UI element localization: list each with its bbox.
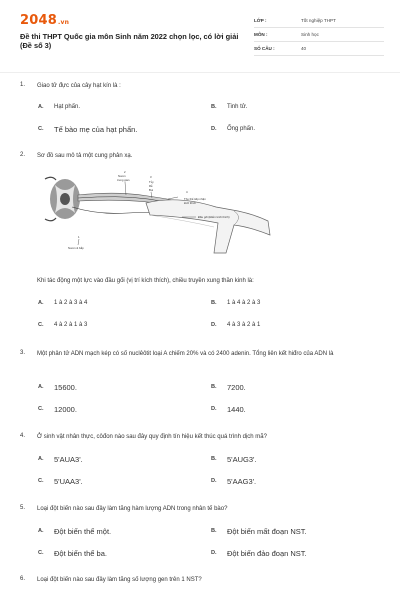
spinal-cord-shape: [45, 177, 80, 221]
option-text: 5'AAG3'.: [227, 476, 257, 486]
option-text: 1440.: [227, 404, 246, 414]
diagram-label-3b: Rễ: [149, 184, 153, 188]
option-letter: A.: [38, 528, 44, 534]
diagram-label-receptor: Thụ thể tiếp nhận: [184, 197, 206, 201]
option-text: Đột biến mất đoạn NST.: [227, 526, 307, 536]
question-text: Ở sinh vật nhân thực, côđon nào sau đây quy định tín hiệu kết thúc quá trình dịch mã?: [37, 434, 267, 440]
site-logo[interactable]: [20, 13, 69, 28]
diagram-label-nerve2: trung gian: [117, 178, 130, 182]
option-letter: A.: [38, 300, 44, 306]
question-text: Giao tử đực của cây hạt kín là :: [37, 83, 121, 89]
option-text: 15600.: [54, 382, 77, 392]
meta-key: LỚP :: [254, 18, 267, 23]
diagram-label-3a: Tủy: [149, 180, 154, 184]
reflex-arc-diagram: [38, 165, 288, 255]
option-text: Đột biến thể ba.: [54, 548, 107, 558]
diagram-label-2: 2: [124, 170, 126, 174]
question-number: 5.: [20, 505, 26, 511]
diagram-label-knee: Đầu gối (Điểm kích thích): [198, 215, 230, 219]
option-letter: B.: [211, 104, 217, 110]
question-text: Loại đột biến nào sau đây làm tăng hàm lượng ADN trong nhân tế bào?: [37, 506, 228, 512]
option-letter: D.: [211, 126, 217, 132]
option-text: 4 à 2 à 1 à 3: [54, 321, 88, 328]
meta-row-class: [254, 14, 384, 28]
header-divider: [0, 72, 400, 73]
meta-key: MÔN :: [254, 32, 268, 37]
diagram-label-cell: Noron & bắp: [68, 246, 84, 250]
option-letter: C.: [38, 406, 44, 412]
option-letter: D.: [211, 478, 217, 484]
option-letter: D.: [211, 322, 217, 328]
diagram-label-4: 4: [186, 190, 188, 194]
option-letter: A.: [38, 104, 44, 110]
logo-suffix: .vn: [57, 19, 70, 26]
option-text: Đột biến đảo đoạn NST.: [227, 548, 307, 558]
option-text: 5'AUA3'.: [54, 454, 83, 464]
option-text: 5'AUG3'.: [227, 454, 257, 464]
meta-key: SỐ CÂU :: [254, 46, 275, 51]
question-text: Một phân tử ADN mạch kép có số nuclêôtit loại A chiếm 20% và có 2400 adenin. Tổng liên kết hiđro của ADN là: [37, 351, 334, 357]
option-letter: B.: [211, 528, 217, 534]
meta-value: 40: [301, 46, 307, 51]
question-2-note: Khi tác động một lực vào đầu gối (vị trí kích thích), chiều truyền xung thần kinh là:: [37, 278, 254, 284]
meta-value: Sinh học: [301, 32, 319, 37]
option-letter: B.: [211, 300, 217, 306]
diagram-label-3c: Bụi: [149, 188, 154, 192]
option-text: 1 à 2 à 3 à 4: [54, 299, 88, 306]
question-2-options: [20, 300, 380, 330]
diagram-label-3: 3: [150, 175, 152, 179]
option-text: 5'UAA3'.: [54, 476, 83, 486]
diagram-label-nerve: Noron: [118, 174, 126, 178]
option-text: Tế bào mẹ của hạt phấn.: [54, 124, 138, 134]
option-letter: A.: [38, 384, 44, 390]
option-letter: D.: [211, 406, 217, 412]
question-6: [20, 576, 380, 588]
question-text: Loại đột biến nào sau đây làm tăng số lượng gen trên 1 NST?: [37, 577, 202, 583]
option-letter: C.: [38, 478, 44, 484]
question-number: 3.: [20, 350, 26, 356]
question-3: [20, 350, 380, 420]
meta-table: [254, 14, 384, 56]
meta-row-subject: [254, 28, 384, 42]
question-number: 6.: [20, 576, 26, 582]
diagram-label-1: 1: [78, 235, 80, 239]
option-letter: D.: [211, 550, 217, 556]
meta-row-count: [254, 42, 384, 56]
document-title: Đề thi THPT Quốc gia môn Sinh năm 2022 chọn lọc, có lời giải (Đề số 3): [20, 32, 239, 51]
question-2: [20, 152, 380, 164]
option-text: Đột biến thể một.: [54, 526, 112, 536]
option-text: Ống phấn.: [227, 125, 256, 132]
leg-shape: [146, 200, 270, 253]
option-letter: B.: [211, 456, 217, 462]
diagram-label-receptor2: kích thích: [184, 201, 196, 205]
option-letter: A.: [38, 456, 44, 462]
document-header: [20, 12, 385, 68]
option-letter: C.: [38, 126, 44, 132]
question-1: [20, 82, 380, 142]
option-text: 1 à 4 à 2 à 3: [227, 299, 261, 306]
question-number: 4.: [20, 433, 26, 439]
option-letter: C.: [38, 550, 44, 556]
question-4: [20, 433, 380, 485]
option-letter: C.: [38, 322, 44, 328]
question-number: 2.: [20, 152, 26, 158]
option-text: 12000.: [54, 404, 77, 414]
option-text: Hạt phấn.: [54, 103, 81, 110]
option-text: 4 à 3 à 2 à 1: [227, 321, 261, 328]
option-text: 7200.: [227, 382, 246, 392]
question-text: Sơ đồ sau mô tả một cung phản xạ.: [37, 153, 133, 159]
question-number: 1.: [20, 82, 26, 88]
logo-text: 2048: [20, 13, 57, 28]
question-5: [20, 505, 380, 557]
option-letter: B.: [211, 384, 217, 390]
option-text: Tinh tử.: [227, 103, 248, 110]
meta-value: Tốt nghiệp THPT: [301, 18, 336, 23]
